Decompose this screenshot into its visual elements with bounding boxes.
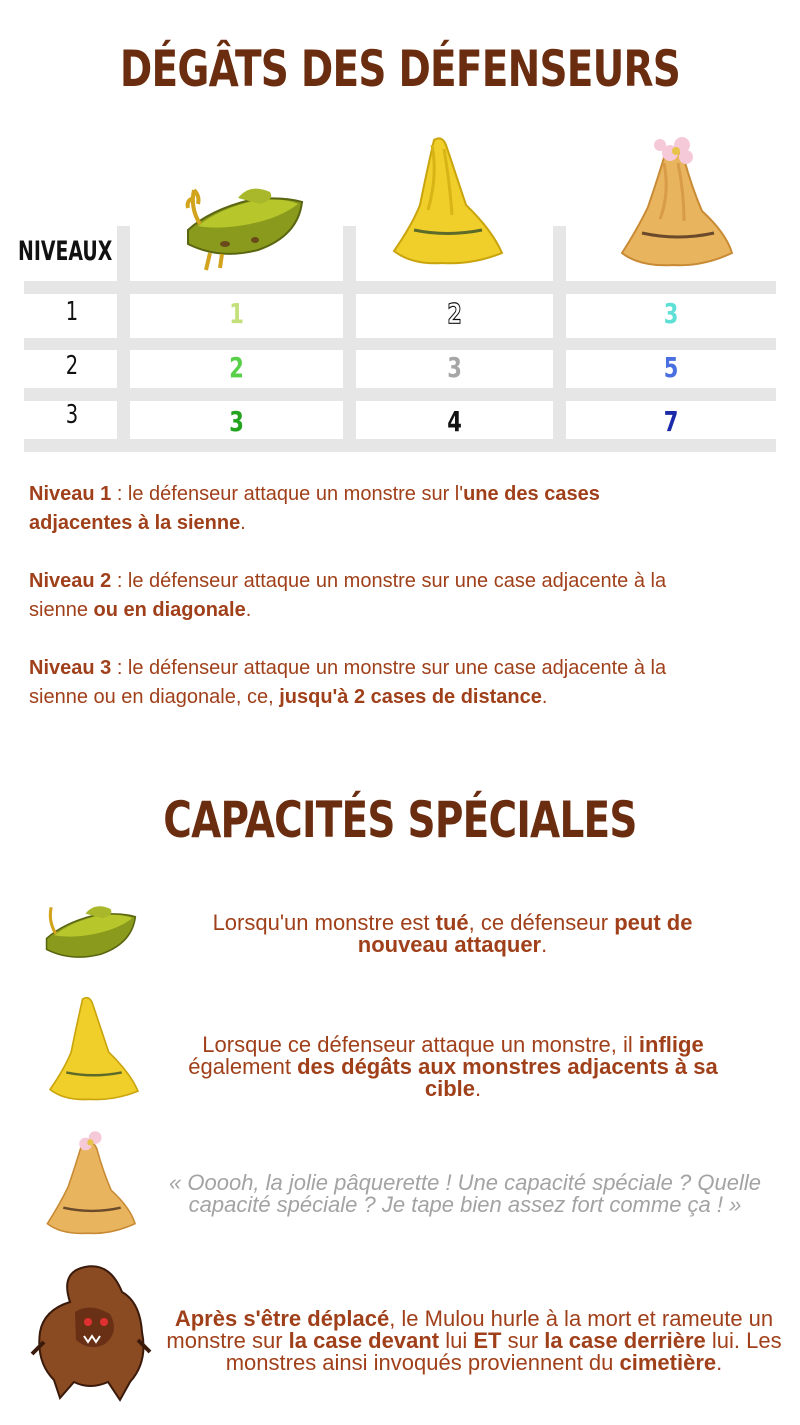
yellow-haystack-icon <box>392 135 504 270</box>
damage-title: DÉGÂTS DES DÉFENSEURS <box>119 40 681 98</box>
level-label: 1 <box>65 297 79 327</box>
table-header-levels: NIVEAUX <box>18 236 113 267</box>
damage-value: 3 <box>447 351 462 384</box>
yellow-haystack-icon <box>48 995 140 1105</box>
damage-value: 3 <box>663 297 679 330</box>
special-title: CAPACITÉS SPÉCIALES <box>163 791 637 849</box>
damage-value: 5 <box>663 351 679 384</box>
level-3-description: Niveau 3 : le défenseur attaque un monstre sur une case adjacente à la sienne ou en diagonale, ce, jusqu'à 2 cases de distance. <box>29 657 667 708</box>
level-2-description: Niveau 2 : le défenseur attaque un monstre sur une case adjacente à la sienne ou en diagonale. <box>29 570 667 621</box>
green-hat-icon <box>40 898 138 972</box>
orange-haystack-flower-icon <box>618 133 733 271</box>
green-hat-icon <box>180 178 305 273</box>
capacity-2-text: Lorsque ce défenseur attaque un monstre, il inflige également des dégâts aux monstres adjacents à sa cible. <box>188 1032 718 1101</box>
capacity-3-quote: « Ooooh, la jolie pâquerette ! Une capacité spéciale ? Quelle capacité spéciale ? Je tape bien assez fort comme ça ! » <box>169 1170 761 1217</box>
capacity-4-text: Après s'être déplacé, le Mulou hurle à la mort et rameute un monstre sur la case devant lui ET sur la case derrière lui. Les monstres ainsi invoqués proviennent du cimetière. <box>166 1306 782 1375</box>
damage-value: 3 <box>229 405 244 438</box>
level-1-description: Niveau 1 : le défenseur attaque un monstre sur l'une des cases adjacentes à la sienne. <box>29 483 600 534</box>
damage-value: 1 <box>229 297 244 330</box>
damage-value: 4 <box>447 405 462 438</box>
mulou-werewolf-icon <box>30 1262 152 1402</box>
level-label: 2 <box>65 351 79 381</box>
level-label: 3 <box>65 400 79 430</box>
damage-value: 7 <box>663 405 679 438</box>
damage-value: 2 <box>447 297 462 330</box>
capacity-1-text: Lorsqu'un monstre est tué, ce défenseur peut de nouveau attaquer. <box>212 910 693 957</box>
orange-haystack-flower-icon <box>44 1128 136 1238</box>
damage-value: 2 <box>229 351 244 384</box>
